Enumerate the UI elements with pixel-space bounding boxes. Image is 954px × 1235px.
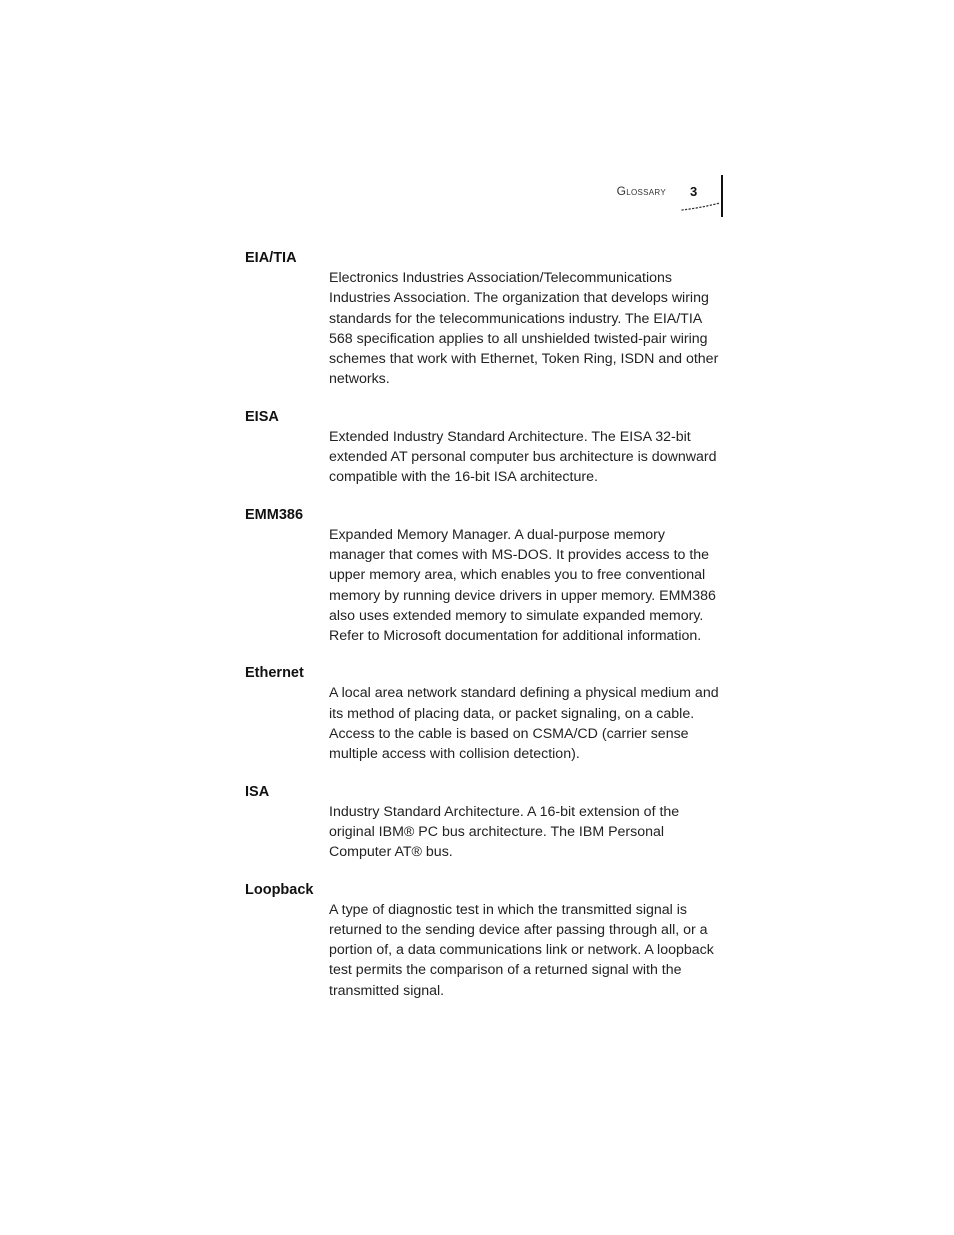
- glossary-definition: A local area network standard defining a physical medium and its method of placing data, or packet signaling, on a cable. Access to the cable is based on CSMA/CD (carrier sense multiple access with collision detection).: [329, 685, 719, 763]
- glossary-list: [245, 248, 725, 1018]
- glossary-term: EISA: [245, 408, 279, 425]
- dotted-curve-decoration: [680, 200, 722, 214]
- glossary-definition: A type of diagnostic test in which the transmitted signal is returned to the sending device after passing through all, or a portion of, a data communications link or network. A loopback test permits the comparison of a returned signal with the transmitted signal.: [329, 901, 714, 999]
- glossary-entry: [245, 505, 725, 647]
- glossary-term: EMM386: [245, 506, 304, 523]
- glossary-term: Loopback: [245, 881, 314, 898]
- glossary-entry: [245, 880, 725, 1001]
- glossary-term: ISA: [245, 783, 270, 800]
- section-label: Glossary: [616, 184, 666, 198]
- glossary-definition: Industry Standard Architecture. A 16-bit extension of the original IBM® PC bus architecture. The IBM Personal Computer AT® bus.: [329, 803, 680, 861]
- glossary-entry: [245, 407, 725, 488]
- glossary-term: EIA/TIA: [245, 250, 297, 266]
- glossary-entry: [245, 782, 725, 863]
- glossary-entry: [245, 663, 725, 764]
- glossary-entry: [245, 248, 725, 390]
- glossary-definition: Expanded Memory Manager. A dual-purpose memory manager that comes with MS-DOS. It provides access to the upper memory area, which enables you to free conventional memory by running device drivers in upper memory. EMM386 also uses extended memory to simulate expanded memory. Refer to Microsoft documentation for additional information.: [329, 526, 716, 645]
- glossary-term: Ethernet: [245, 665, 304, 682]
- glossary-definition: Electronics Industries Association/Telecommunications Industries Association. The organization that develops wiring standards for the telecommunications industry. The EIA/TIA 568 specification applies to all unshielded twisted-pair wiring schemes that work with Ethernet, Token Ring, ISDN and other networks.: [329, 270, 719, 388]
- glossary-definition: Extended Industry Standard Architecture. The EISA 32-bit extended AT personal computer bus architecture is downward compatible with the 16-bit ISA architecture.: [329, 428, 717, 486]
- page-number: 3: [690, 184, 698, 199]
